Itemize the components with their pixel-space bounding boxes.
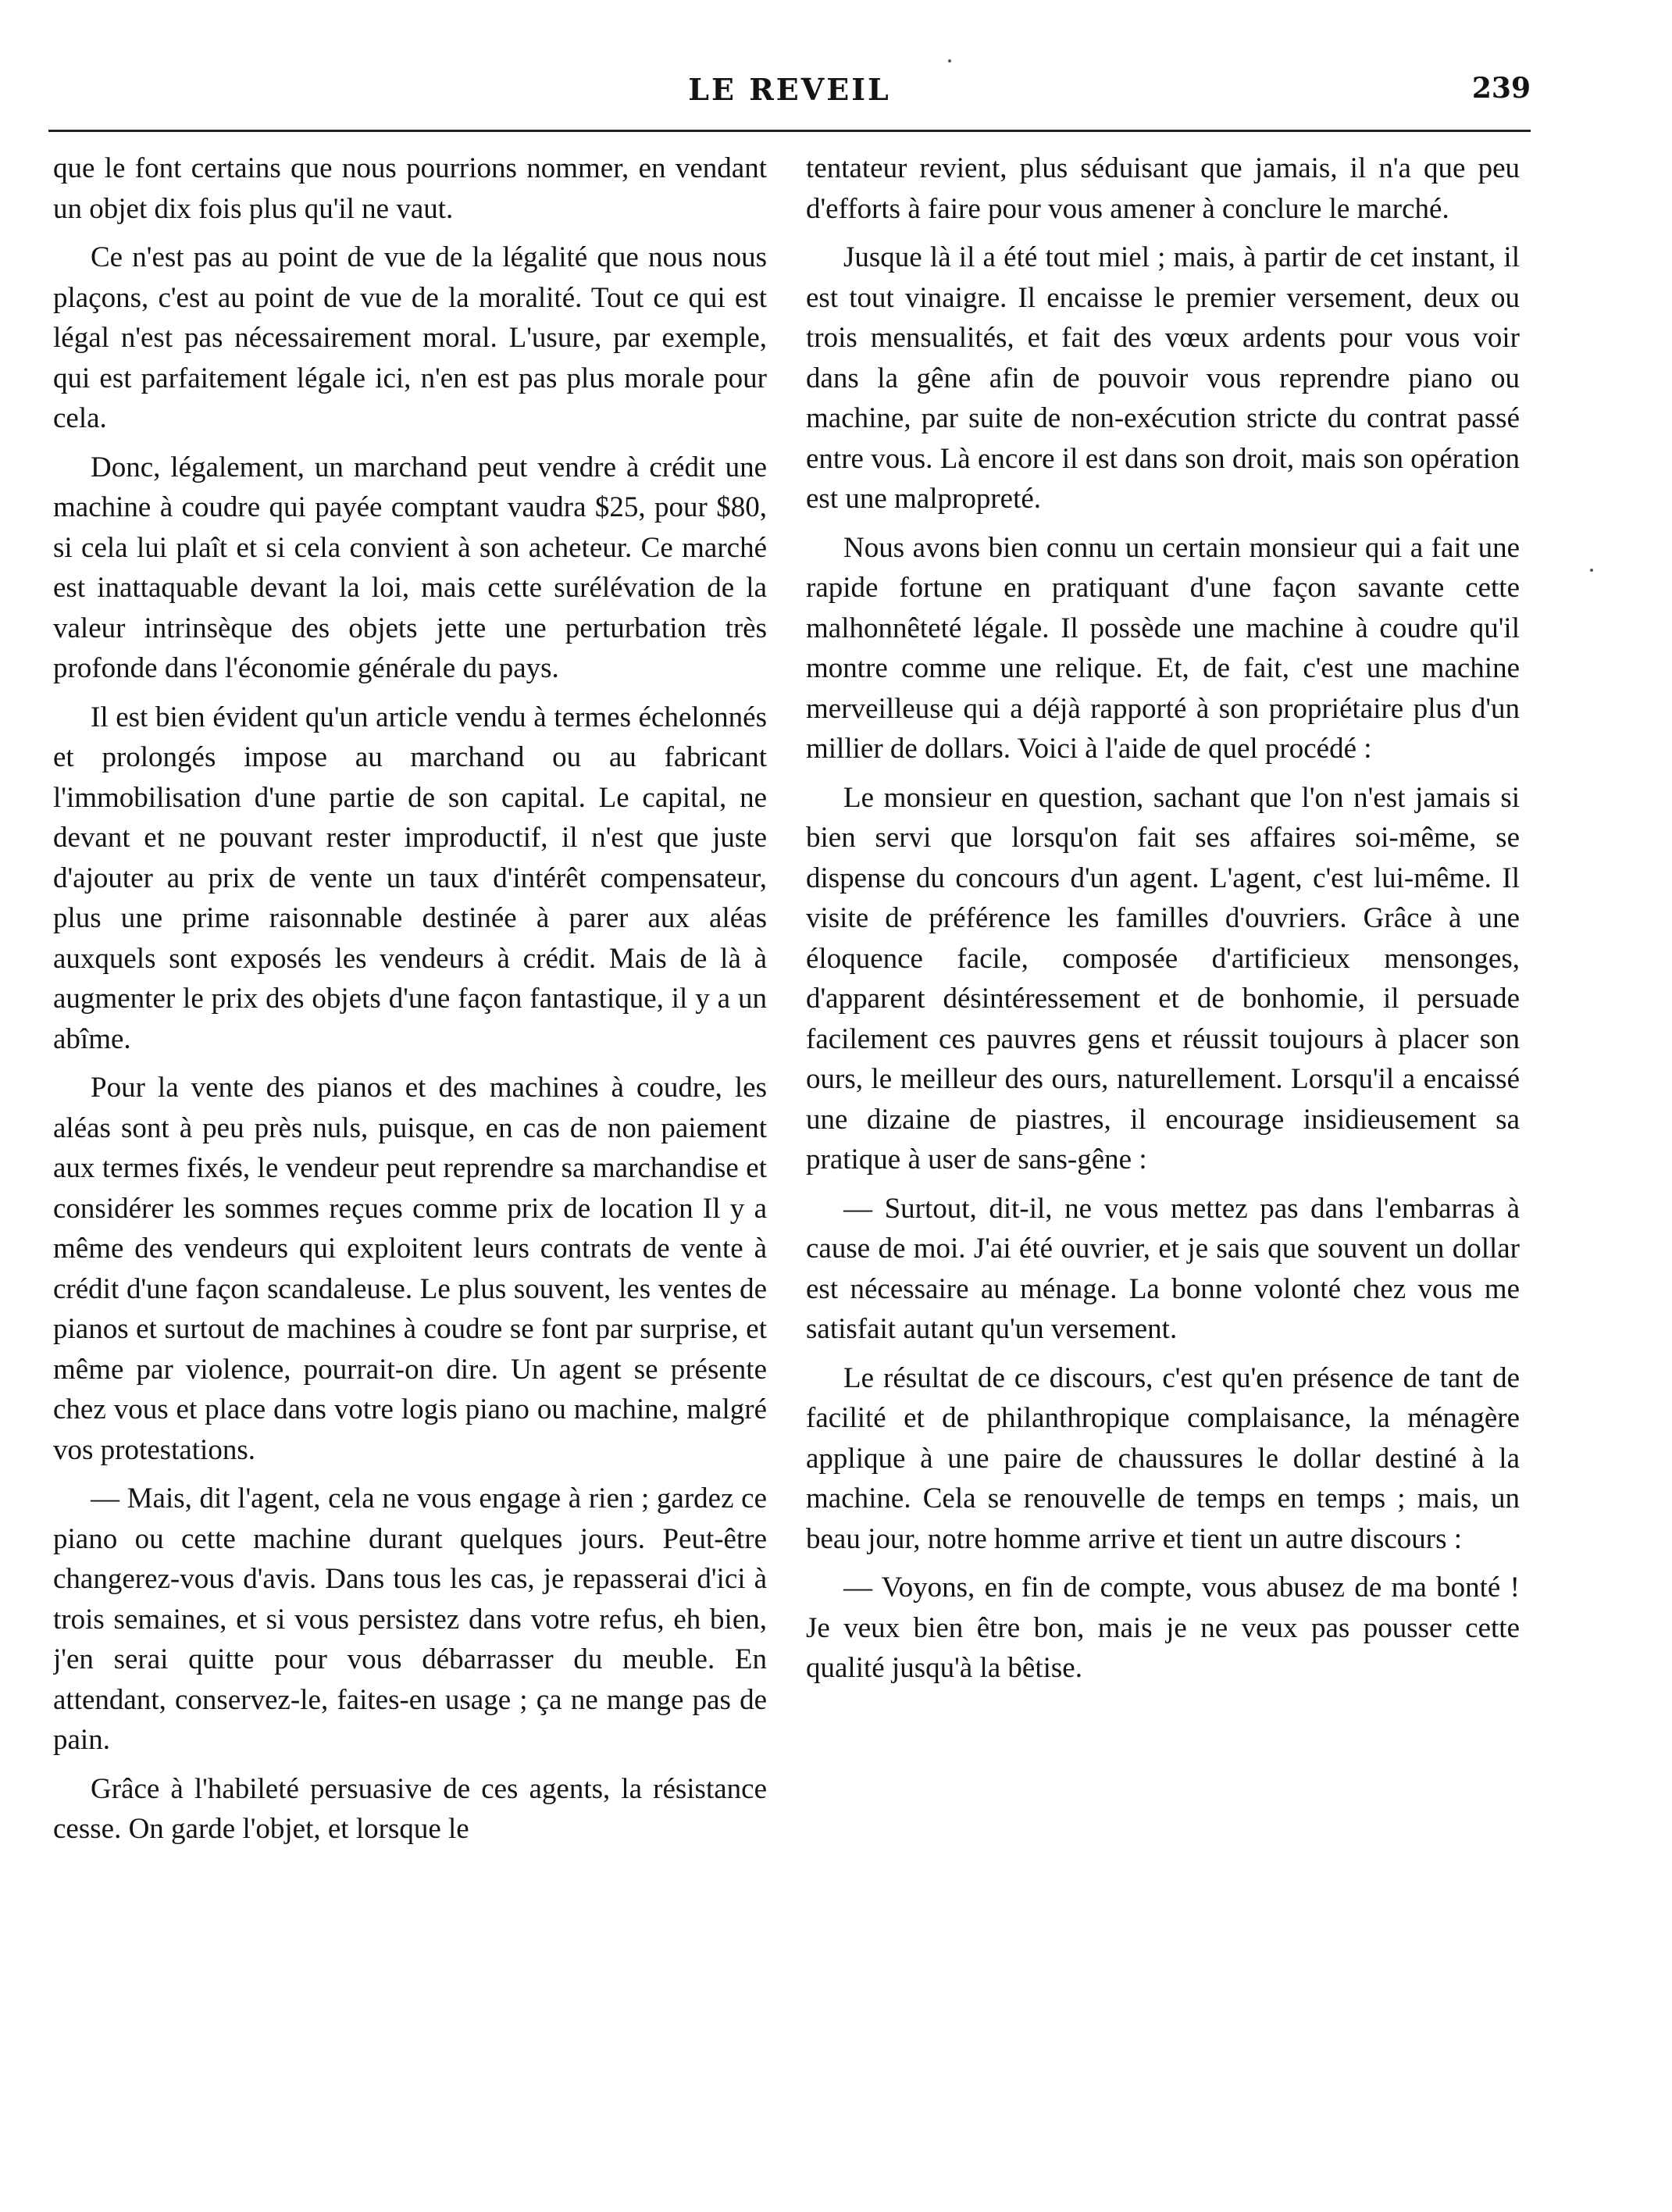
paragraph: Il est bien évident qu'un article vendu à termes échelonnés et prolongés impose au marchand ou au fabricant l'immobilisation d'une partie de son capital. Le capital, ne devant et ne pouvant rester improductif, il n'est que juste d'ajouter au prix de vente un taux d'intérêt compensateur, plus une prime raisonnable destinée à parer aux aléas auxquels sont exposés les vendeurs à crédit. Mais de là à augmenter le prix des objets d'une façon fantastique, il y a un abîme. <box>53 701 767 1055</box>
print-speck <box>948 59 951 62</box>
page-number: 239 <box>1471 72 1531 105</box>
print-speck <box>1590 569 1593 572</box>
paragraph: que le font certains que nous pourrions nommer, en vendant un objet dix fois plus qu'il ne vaut. <box>53 152 767 225</box>
paragraph: Le résultat de ce discours, c'est qu'en présence de tant de facilité et de philanthropique complaisance, la ménagère applique à une paire de chaussures le dollar destiné à la machine. Cela se renouvelle de temps en temps ; mais, un beau jour, notre homme arrive et tient un autre discours : <box>806 1361 1520 1555</box>
paragraph: Le monsieur en question, sachant que l'on n'est jamais si bien servi que lorsqu'on fait ses affaires soi-même, se dispense du concours d'un agent. L'agent, c'est lui-même. Il visite de préférence les familles d'ouvriers. Grâce à une éloquence facile, composée d'artificieux mensonges, d'apparent désintéressement et de bonhomie, il persuade facilement ces pauvres gens et réussit toujours à placer son ours, le meilleur des ours, naturellement. Lorsqu'il a encaissé une dizaine de piastres, il encourage insidieusement sa pratique à user de sans-gêne : <box>806 781 1520 1176</box>
paragraph: Grâce à l'habileté persuasive de ces agents, la résistance cesse. On garde l'objet, et lorsque le <box>53 1772 767 1845</box>
paragraph: — Mais, dit l'agent, cela ne vous engage à rien ; gardez ce piano ou cette machine durant quelques jours. Peut-être changerez-vous d'avis. Dans tous les cas, je repasserai d'ici à trois semaines, et si vous persistez dans votre refus, eh bien, j'en serai quitte pour vous débarrasser du meuble. En attendant, conservez-le, faites-en usage ; ça ne mange pas de pain. <box>53 1482 767 1756</box>
header-rule <box>48 130 1531 132</box>
left-column <box>53 148 767 2179</box>
paragraph: — Voyons, en fin de compte, vous abusez de ma bonté ! Je veux bien être bon, mais je ne veux pas pousser cette qualité jusqu'à la bêtise. <box>806 1572 1520 1684</box>
right-column <box>806 148 1520 2179</box>
paragraph: tentateur revient, plus séduisant que jamais, il n'a que peu d'efforts à faire pour vous amener à conclure le marché. <box>806 152 1520 225</box>
page-header <box>48 72 1531 122</box>
paragraph: Nous avons bien connu un certain monsieur qui a fait une rapide fortune en pratiquant d'une façon savante cette malhonnêteté légale. Il possède une machine à coudre qu'il montre comme une relique. Et, de fait, c'est une machine merveilleuse qui a déjà rapporté à son propriétaire plus d'un millier de dollars. Voici à l'aide de quel procédé : <box>806 531 1520 765</box>
paragraph: Ce n'est pas au point de vue de la légalité que nous nous plaçons, c'est au point de vue de la moralité. Tout ce qui est légal n'est pas nécessairement moral. L'usure, par exemple, qui est parfaitement légale ici, n'en est pas plus morale pour cela. <box>53 241 767 434</box>
paragraph: Pour la vente des pianos et des machines à coudre, les aléas sont à peu près nuls, puisque, en cas de non paiement aux termes fixés, le vendeur peut reprendre sa marchandise et considérer les sommes reçues comme prix de location Il y a même des vendeurs qui exploitent leurs contrats de vente à crédit d'une façon scandaleuse. Le plus souvent, les ventes de pianos et surtout de machines à coudre se font par surprise, et même par violence, pourrait-on dire. Un agent se présente chez vous et place dans votre logis piano ou machine, malgré vos protestations. <box>53 1072 767 1466</box>
paragraph: Donc, légalement, un marchand peut vendre à crédit une machine à coudre qui payée comptant vaudra $25, pour $80, si cela lui plaît et si cela convient à son acheteur. Ce marché est inattaquable devant la loi, mais cette surélévation de la valeur intrinsèque des objets jette une perturbation très profonde dans l'économie générale du pays. <box>53 451 767 684</box>
paragraph: Jusque là il a été tout miel ; mais, à partir de cet instant, il est tout vinaigre. Il encaisse le premier versement, deux ou trois mensualités, et fait des vœux ardents pour vous voir dans la gêne afin de pouvoir vous reprendre piano ou machine, par suite de non-exécution stricte du contrat passé entre vous. Là encore il est dans son droit, mais son opération est une malpropreté. <box>806 241 1520 515</box>
paragraph: — Surtout, dit-il, ne vous mettez pas dans l'embarras à cause de moi. J'ai été ouvrier, et je sais que souvent un dollar est nécessaire au ménage. La bonne volonté chez vous me satisfait autant qu'un versement. <box>806 1192 1520 1345</box>
running-title: LE REVEIL <box>688 72 891 107</box>
